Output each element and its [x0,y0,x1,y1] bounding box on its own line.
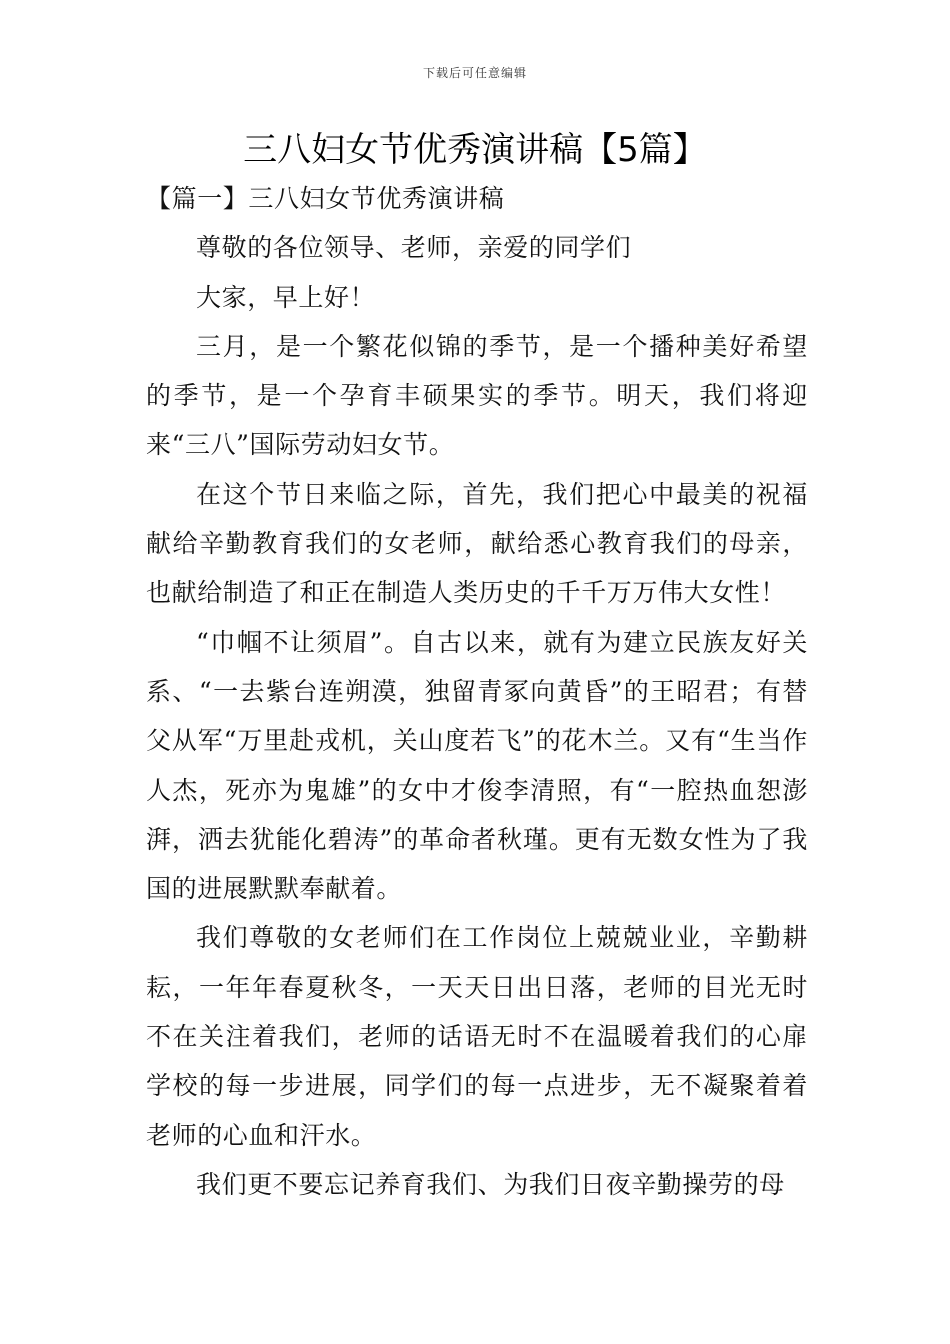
paragraph-greeting: 大家，早上好！ [196,282,376,312]
document-body [146,174,808,1209]
paragraph-teachers: 我们尊敬的女老师们在工作岗位上兢兢业业，辛勤耕耘，一年年春夏秋冬，一天天日出日落，老师的目光无时不在关注着我们，老师的话语无时不在温暖着我们的心扉学校的每一步进展，同学们的每一点进步，无不凝聚着着老师的心血和汗水。 [146,923,808,1150]
paragraph-blessing: 在这个节日来临之际，首先，我们把心中最美的祝福献给辛勤教育我们的女老师，献给悉心教育我们的母亲，也献给制造了和正在制造人类历史的千千万万伟大女性！ [146,479,808,608]
paragraph-march: 三月，是一个繁花似锦的季节，是一个播种美好希望的季节，是一个孕育丰硕果实的季节。明天，我们将迎来“三八”国际劳动妇女节。 [146,331,808,460]
header-note: 下载后可任意编辑 [422,66,527,80]
paragraph-heroines: “巾帼不让须眉”。自古以来，就有为建立民族友好关系、“一去紫台连朔漠，独留青冢向黄昏”的王昭君；有替父从军“万里赴戎机，关山度若飞”的花木兰。又有“生当作人杰，死亦为鬼雄”的女中才俊李清照，有“一腔热血恕澎湃，洒去犹能化碧涛”的革命者秋瑾。更有无数女性为了我国的进展默默奉献着。 [146,627,808,904]
paragraph-salutation: 尊敬的各位领导、老师，亲爱的同学们 [196,233,632,263]
document-title: 三八妇女节优秀演讲稿【5篇】 [243,130,707,170]
section-heading: 【篇一】三八妇女节优秀演讲稿 [146,184,505,213]
paragraph-mothers: 我们更不要忘记养育我们、为我们日夜辛勤操劳的母 [196,1169,785,1199]
